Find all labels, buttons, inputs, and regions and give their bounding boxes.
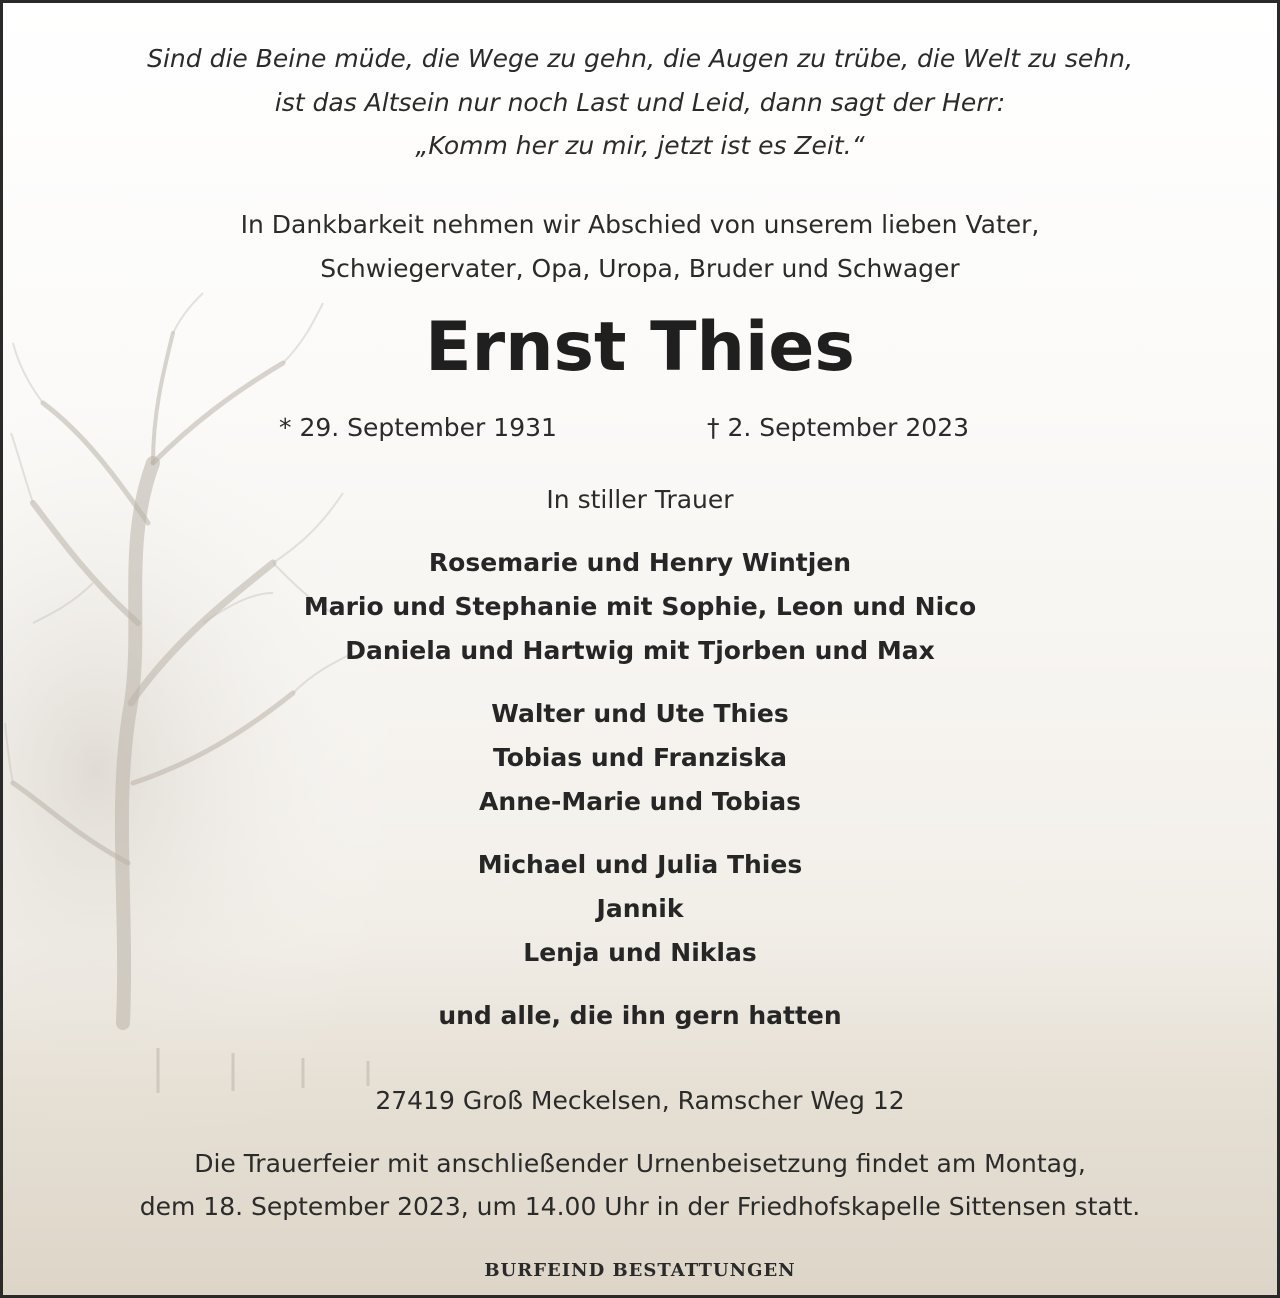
family-member-line: Tobias und Franziska <box>493 743 787 772</box>
poem-line-2: ist das Altsein nur noch Last und Leid, dann sagt der Herr: <box>274 88 1006 117</box>
mourning-phrase: In stiller Trauer <box>546 485 734 514</box>
undertaker-logo: BURFEIND BESTATTUNGEN <box>484 1260 796 1281</box>
funeral-info-line-1: Die Trauerfeier mit anschließender Urnenbeisetzung findet am Montag, <box>194 1149 1086 1178</box>
family-member-line: Walter und Ute Thies <box>491 699 789 728</box>
deceased-name: Ernst Thies <box>425 308 855 387</box>
notice-content <box>3 3 1277 1295</box>
family-member-line: Rosemarie und Henry Wintjen <box>428 548 852 577</box>
family-member-line: Mario und Stephanie mit Sophie, Leon und Nico <box>303 592 977 621</box>
birth-date: * 29. September 1931 <box>279 413 557 442</box>
life-dates <box>3 413 1277 445</box>
family-address: 27419 Groß Meckelsen, Ramscher Weg 12 <box>375 1086 905 1115</box>
family-member-line: Anne-Marie und Tobias <box>479 787 801 816</box>
family-member-line: Lenja und Niklas <box>523 938 757 967</box>
family-member-line: Daniela und Hartwig mit Tjorben und Max <box>345 636 935 665</box>
poem-line-1: Sind die Beine müde, die Wege zu gehn, die Augen zu trübe, die Welt zu sehn, <box>147 44 1133 73</box>
funeral-info-line-2: dem 18. September 2023, um 14.00 Uhr in der Friedhofskapelle Sittensen statt. <box>139 1192 1141 1221</box>
family-member-line: Michael und Julia Thies <box>477 850 803 879</box>
family-member-line: und alle, die ihn gern hatten <box>438 1001 842 1030</box>
poem-line-3: „Komm her zu mir, jetzt ist es Zeit.“ <box>415 131 865 160</box>
intro-line-2: Schwiegervater, Opa, Uropa, Bruder und Schwager <box>320 254 960 283</box>
intro-line-1: In Dankbarkeit nehmen wir Abschied von unserem lieben Vater, <box>240 210 1040 239</box>
family-member-line: Jannik <box>596 894 684 923</box>
death-date: † 2. September 2023 <box>707 413 969 442</box>
